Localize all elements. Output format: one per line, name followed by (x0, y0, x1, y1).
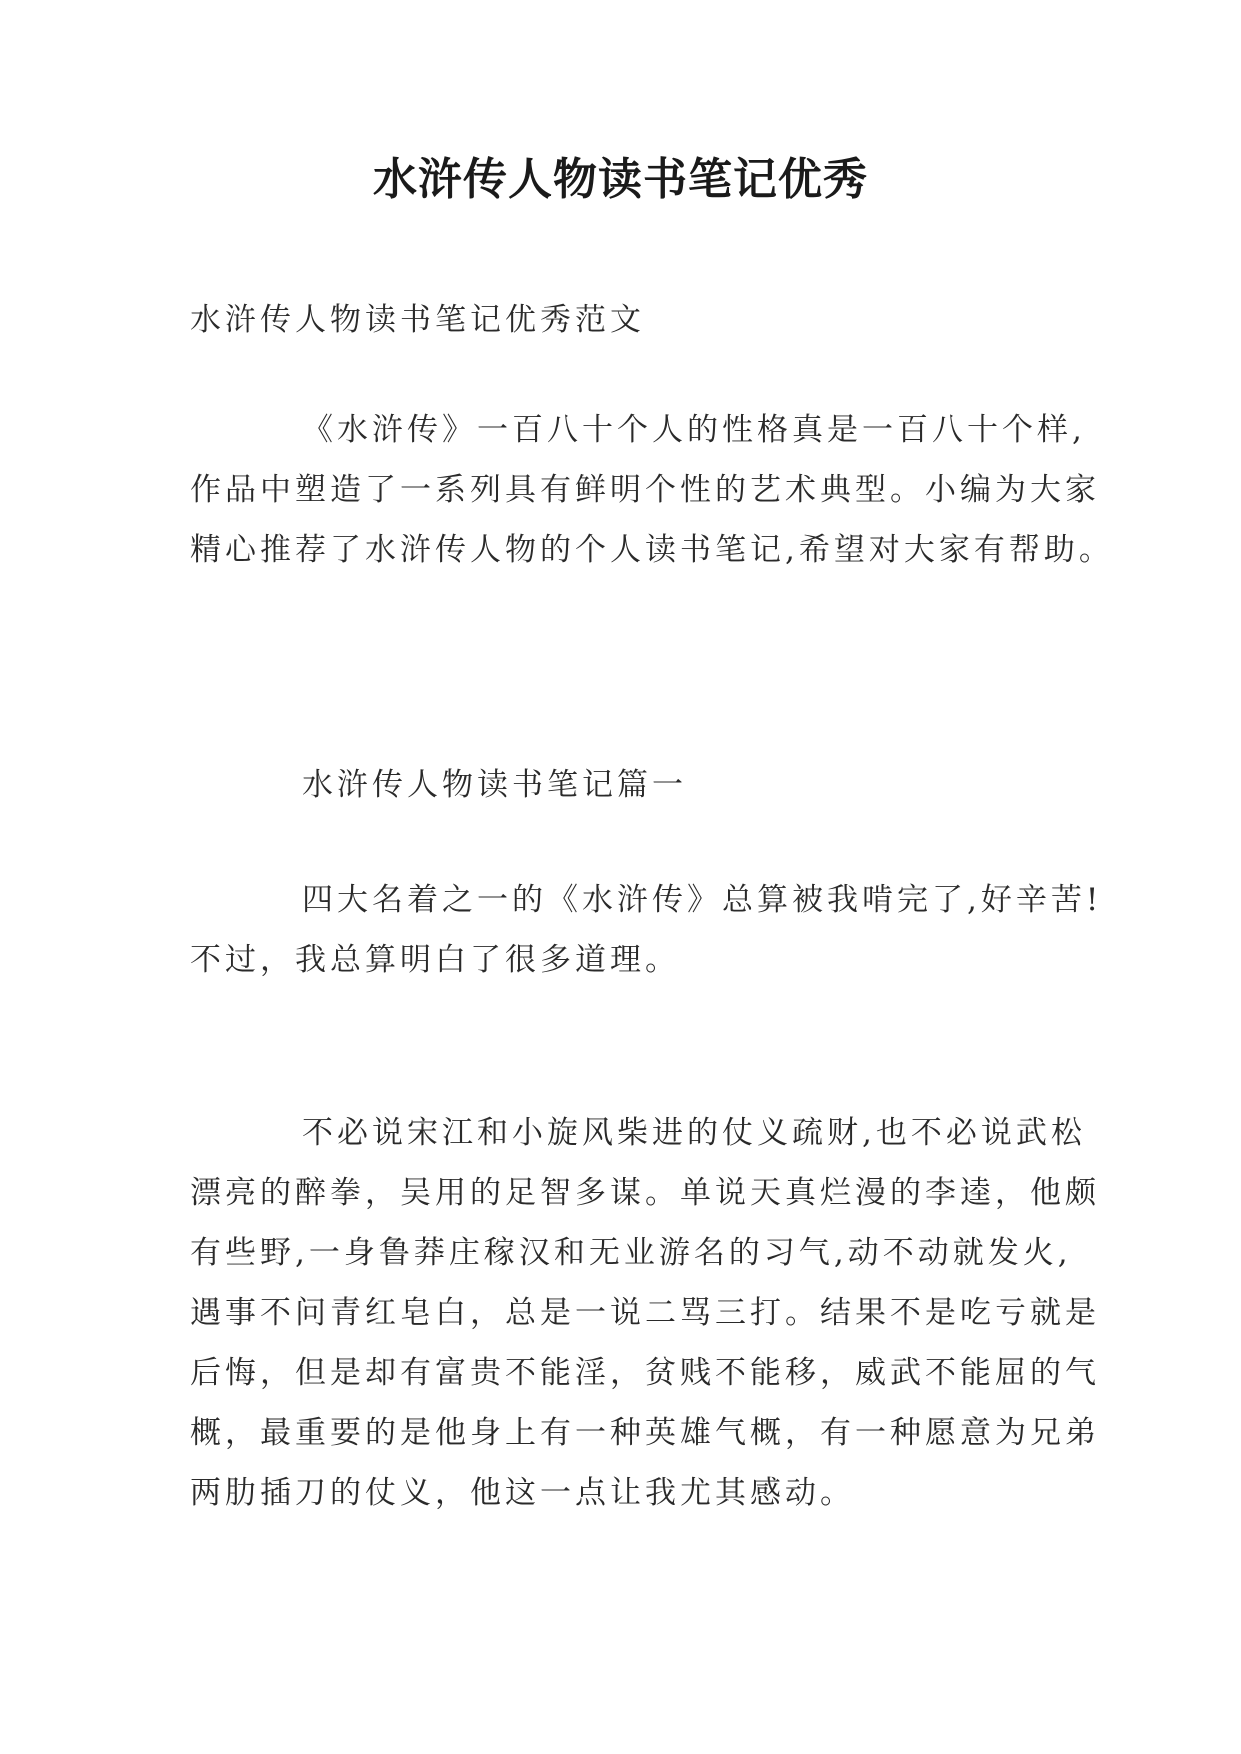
body-paragraph-2 (190, 1103, 1100, 1523)
document-subtitle (190, 290, 1070, 350)
intro-line: 《水浒传》一百八十个人的性格真是一百八十个样, (302, 412, 1086, 448)
paragraph-line: 不过，我总算明白了很多道理。 (190, 942, 680, 978)
section-heading-text: 水浒传人物读书笔记篇一 (302, 767, 687, 803)
paragraph-line: 遇事不问青红皂白，总是一说二骂三打。结果不是吃亏就是 (190, 1295, 1100, 1331)
page-title: 水浒传人物读书笔记优秀 (373, 154, 868, 205)
paragraph-line: 不必说宋江和小旋风柴进的仗义疏财,也不必说武松 (302, 1115, 1086, 1151)
subtitle-text: 水浒传人物读书笔记优秀范文 (190, 302, 645, 338)
intro-paragraph (190, 400, 1114, 580)
body-paragraph-1 (190, 870, 1103, 990)
paragraph-line: 两肋插刀的仗义，他这一点让我尤其感动。 (190, 1475, 855, 1511)
intro-line: 精心推荐了水浒传人物的个人读书笔记,希望对大家有帮助。 (190, 532, 1114, 568)
paragraph-line: 漂亮的醉拳，吴用的足智多谋。单说天真烂漫的李逵，他颇 (190, 1175, 1100, 1211)
section-heading (190, 755, 1070, 815)
paragraph-line: 概，最重要的是他身上有一种英雄气概，有一种愿意为兄弟 (190, 1415, 1100, 1451)
paragraph-line: 后悔，但是却有富贵不能淫，贫贱不能移，威武不能屈的气 (190, 1355, 1100, 1391)
intro-line: 作品中塑造了一系列具有鲜明个性的艺术典型。小编为大家 (190, 472, 1100, 508)
paragraph-line: 四大名着之一的《水浒传》总算被我啃完了,好辛苦! (302, 882, 1103, 918)
paragraph-line: 有些野,一身鲁莽庄稼汉和无业游名的习气,动不动就发火, (190, 1235, 1072, 1271)
